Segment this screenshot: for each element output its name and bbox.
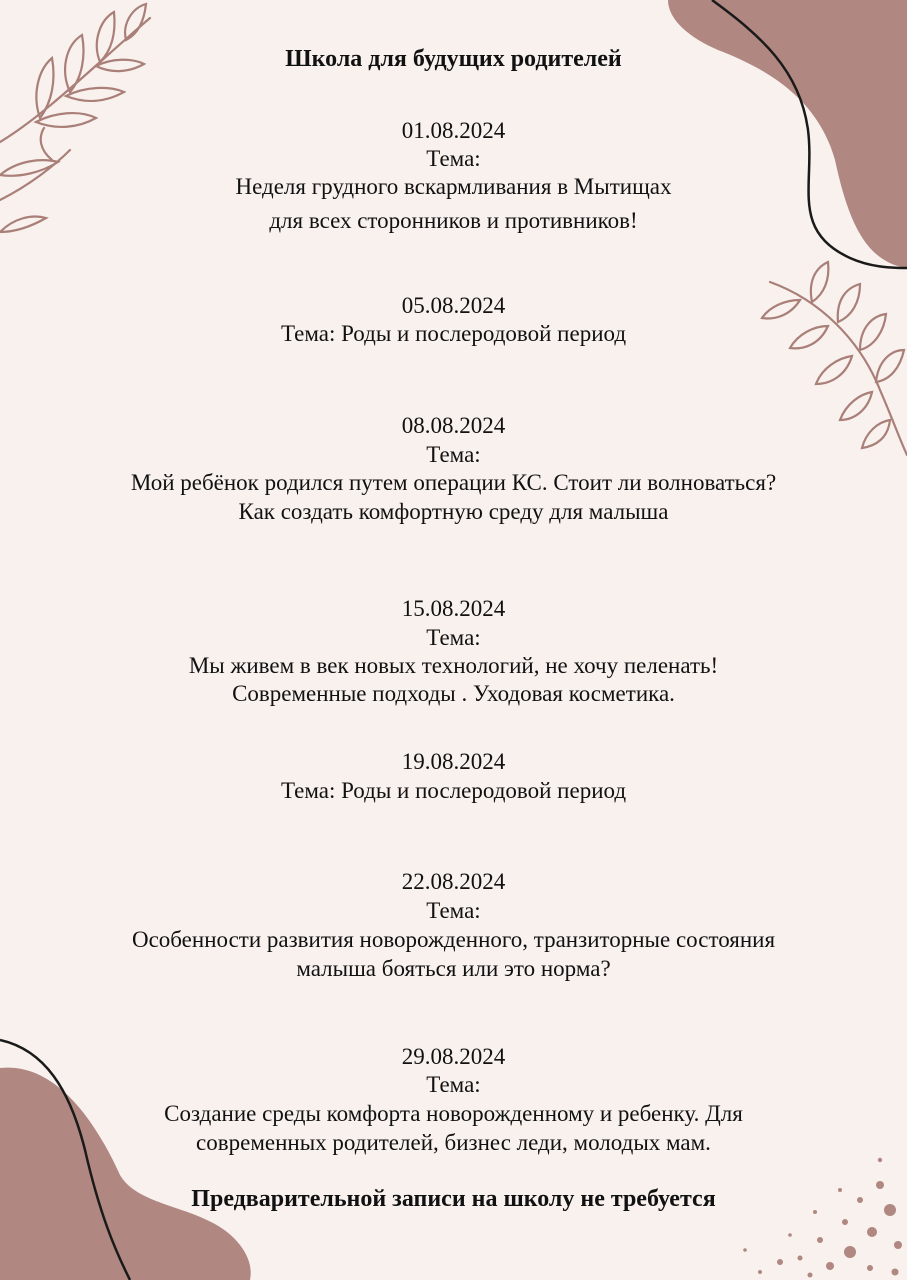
event-topic-text: Особенности развития новорожденного, транзиторные состояния [131, 927, 776, 952]
event-topic-label: Тема: [426, 146, 481, 171]
event-topic-label: Тема: [426, 898, 481, 923]
event-topic-text: Тема: Роды и послеродовой период [280, 321, 627, 346]
event-topic-label: Тема: [426, 442, 481, 467]
event-topic-label: Тема: [426, 625, 481, 650]
event-topic-text: Тема: Роды и послеродовой период [280, 778, 627, 803]
event-date: 15.08.2024 [401, 596, 506, 621]
event-date: 22.08.2024 [401, 869, 506, 894]
event-date: 19.08.2024 [401, 749, 506, 774]
event-topic-text: Создание среды комфорта новорожденному и ребенку. Для [164, 1101, 743, 1126]
event-date: 29.08.2024 [401, 1044, 506, 1069]
event-topic-text: современных родителей, бизнес леди, молодых мам. [196, 1130, 711, 1155]
paint-splatter [743, 1158, 902, 1278]
event-topic-text: Мы живем в век новых технологий, не хочу пеленать! [188, 653, 719, 678]
event-date: 01.08.2024 [401, 118, 506, 143]
event-topic-text: Неделя грудного вскармливания в Мытищах [235, 174, 672, 199]
event-topic-text: Как создать комфортную среду для малыша [238, 499, 669, 524]
event-topic-text: для всех сторонников и противников! [269, 208, 638, 233]
page-title: Школа для будущих родителей [285, 46, 622, 72]
event-topic-label: Тема: [426, 1072, 481, 1097]
event-date: 08.08.2024 [401, 413, 506, 438]
event-topic-text: Современные подходы . Уходовая косметика. [232, 681, 675, 706]
event-date: 05.08.2024 [401, 293, 506, 318]
registration-note: Предварительной записи на школу не требуется [191, 1186, 716, 1212]
event-topic-text: малыша бояться или это норма? [296, 956, 611, 981]
event-topic-text: Мой ребёнок родился путем операции КС. Стоит ли волноваться? [130, 470, 777, 495]
